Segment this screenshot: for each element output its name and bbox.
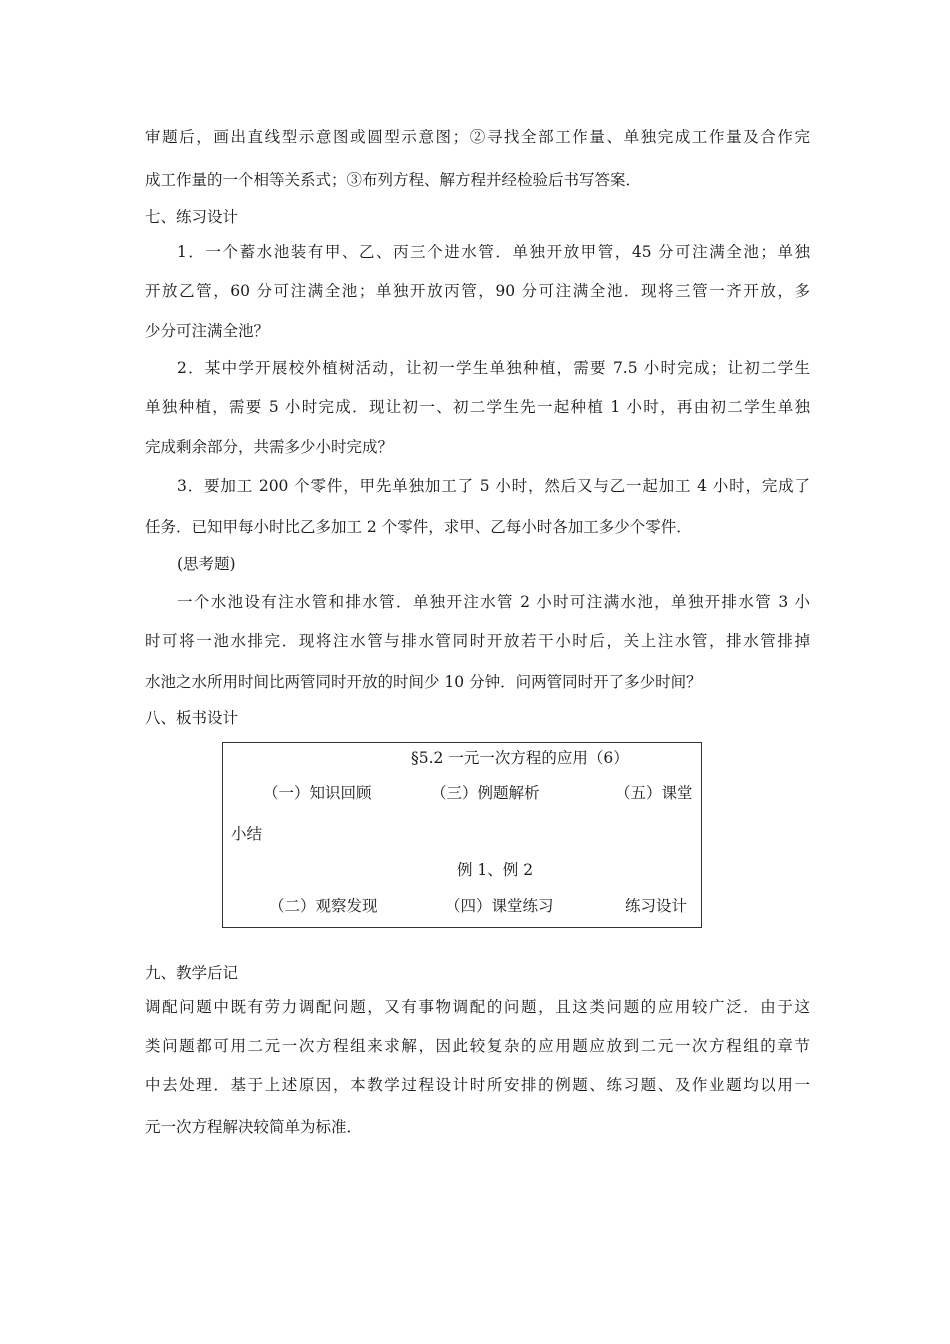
exercise-2-line: 完成剩余部分，共需多少小时完成？ bbox=[145, 438, 394, 456]
think-question-label: (思考题) bbox=[177, 555, 236, 573]
exercise-1-line: 少分可注满全池？ bbox=[145, 322, 270, 340]
reflection-line: 元一次方程解决较简单为标准． bbox=[145, 1118, 363, 1136]
think-question-line: 时可将一池水排完．现将注水管与排水管同时开放若干小时后，关上注水管，排水管排掉 bbox=[145, 632, 810, 650]
reflection-line: 调配问题中既有劳力调配问题，又有事物调配的问题，且这类问题的应用较广泛．由于这 bbox=[145, 998, 810, 1016]
board-item: （三）例题解析 bbox=[431, 784, 540, 802]
exercise-3-line: 3．要加工 200 个零件，甲先单独加工了 5 小时，然后又与乙一起加工 4 小时，完成了 bbox=[177, 477, 810, 495]
blackboard-design-box bbox=[222, 742, 702, 928]
board-item: （五）课堂 bbox=[615, 784, 693, 802]
section-heading: 七、练习设计 bbox=[145, 208, 239, 226]
exercise-2-line: 2．某中学开展校外植树活动，让初一学生单独种植，需要 7.5 小时完成；让初二学生 bbox=[177, 359, 810, 377]
exercise-2-line: 单独种植，需要 5 小时完成．现让初一、初二学生先一起种植 1 小时，再由初二学生单独 bbox=[145, 398, 810, 416]
think-question-line: 水池之水所用时间比两管同时开放的时间少 10 分钟．问两管同时开了多少时间？ bbox=[145, 673, 702, 691]
board-title: §5.2 一元一次方程的应用（6） bbox=[411, 749, 629, 767]
exercise-3-line: 任务．已知甲每小时比乙多加工 2 个零件，求甲、乙每小时各加工多少个零件． bbox=[145, 518, 692, 536]
board-item: 练习设计 bbox=[625, 897, 688, 915]
board-item: 例 1、例 2 bbox=[457, 861, 534, 879]
reflection-line: 中去处理．基于上述原因，本教学过程设计时所安排的例题、练习题、及作业题均以用一 bbox=[145, 1076, 810, 1094]
think-question-line: 一个水池设有注水管和排水管．单独开注水管 2 小时可注满水池，单独开排水管 3 小 bbox=[177, 593, 810, 611]
section-heading: 八、板书设计 bbox=[145, 709, 239, 727]
paragraph-line: 成工作量的一个相等关系式；③布列方程、解方程并经检验后书写答案． bbox=[145, 171, 642, 189]
board-item: 小结 bbox=[231, 825, 263, 843]
exercise-1-line: 开放乙管，60 分可注满全池；单独开放丙管，90 分可注满全池．现将三管一齐开放，多 bbox=[145, 282, 810, 300]
reflection-line: 类问题都可用二元一次方程组来求解，因此较复杂的应用题应放到二元一次方程组的章节 bbox=[145, 1037, 810, 1055]
section-heading: 九、教学后记 bbox=[145, 964, 239, 982]
board-item: （四）课堂练习 bbox=[445, 897, 554, 915]
exercise-1-line: 1．一个蓄水池装有甲、乙、丙三个进水管．单独开放甲管，45 分可注满全池；单独 bbox=[177, 243, 810, 261]
paragraph-line: 审题后，画出直线型示意图或圆型示意图；②寻找全部工作量、单独完成工作量及合作完 bbox=[145, 128, 810, 146]
board-item: （一）知识回顾 bbox=[263, 784, 372, 802]
board-item: （二）观察发现 bbox=[269, 897, 378, 915]
